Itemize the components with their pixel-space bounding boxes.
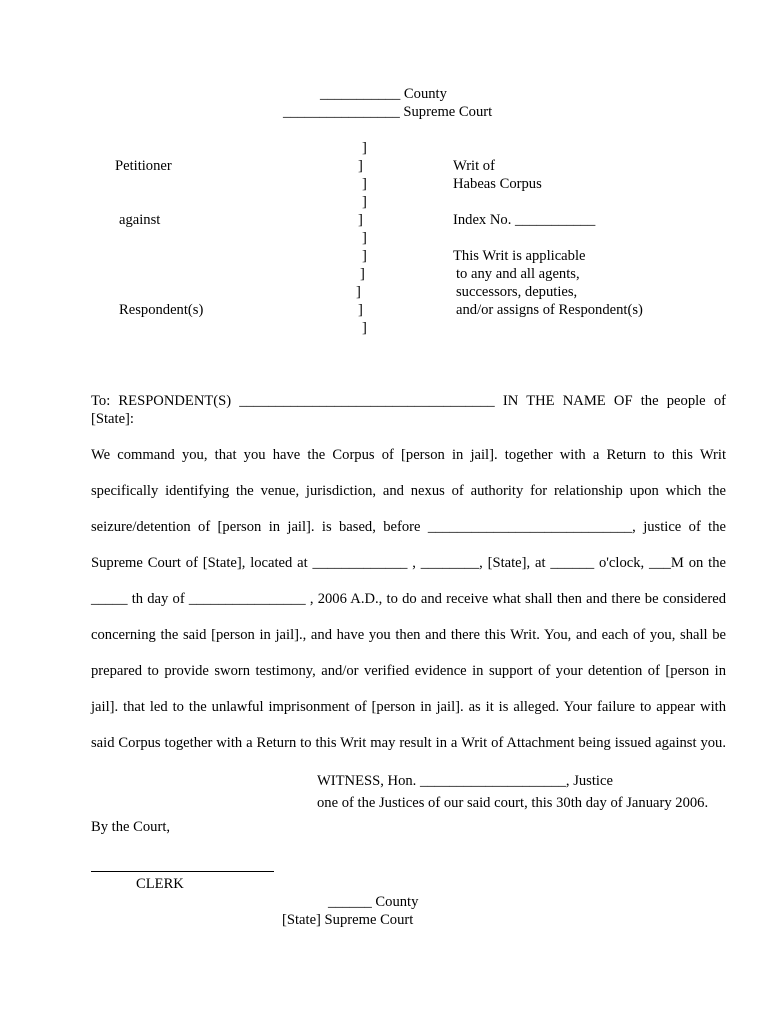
applicability-line: This Writ is applicable xyxy=(453,248,586,264)
caption-bracket: ] xyxy=(362,248,367,264)
caption-bracket: ] xyxy=(362,176,367,192)
caption-bracket: ] xyxy=(362,140,367,156)
command-paragraph-line: _____ th day of ________________ , 2006 A.D., to do and receive what shall then and there be considered xyxy=(91,591,726,607)
petitioner-label: Petitioner xyxy=(115,158,172,174)
against-label: against xyxy=(119,212,161,228)
command-paragraph-line: We command you, that you have the Corpus of [person in jail]. together with a Return to this Writ xyxy=(91,447,726,463)
writ-title-line2: Habeas Corpus xyxy=(453,176,542,192)
command-paragraph-line: concerning the said [person in jail]., and have you then and there this Writ. You, and each of you, shall be xyxy=(91,627,726,643)
caption-bracket: ] xyxy=(362,320,367,336)
command-paragraph-line: specifically identifying the venue, jurisdiction, and nexus of authority for relationship upon which the xyxy=(91,483,726,499)
respondents-label: Respondent(s) xyxy=(119,302,204,318)
caption-bracket: ] xyxy=(362,194,367,210)
to-respondents-line: To: RESPONDENT(S) ___________________________________ IN THE NAME OF the people of xyxy=(91,393,726,409)
witness-line: WITNESS, Hon. ____________________, Justice xyxy=(317,773,613,789)
command-paragraph-line: Supreme Court of [State], located at _____________ , ________, [State], at ______ o'clock, ___M on the xyxy=(91,555,726,571)
applicability-line: successors, deputies, xyxy=(456,284,578,300)
command-paragraph-line: prepared to provide sworn testimony, and/or verified evidence in support of your detention of [person in xyxy=(91,663,726,679)
caption-bracket: ] xyxy=(358,158,363,174)
by-the-court-label: By the Court, xyxy=(91,819,171,835)
command-paragraph-line: jail]. that led to the unlawful imprisonment of [person in jail]. as it is alleged. Your failure to appear with xyxy=(91,699,726,715)
command-paragraph-line: said Corpus together with a Return to this Writ may result in a Writ of Attachment being issued against you. xyxy=(91,735,726,751)
applicability-line: and/or assigns of Respondent(s) xyxy=(456,302,643,318)
applicability-line: to any and all agents, xyxy=(456,266,580,282)
caption-bracket: ] xyxy=(358,302,363,318)
caption-bracket: ] xyxy=(362,230,367,246)
writ-title-line1: Writ of xyxy=(453,158,495,174)
caption-bracket: ] xyxy=(358,212,363,228)
clerk-signature-line xyxy=(91,871,274,872)
clerk-label: CLERK xyxy=(136,876,184,892)
caption-bracket: ] xyxy=(360,266,365,282)
state-line: [State]: xyxy=(91,411,134,427)
command-paragraph-line: seizure/detention of [person in jail]. is based, before ____________________________, justice of the xyxy=(91,519,726,535)
witness-date-line: one of the Justices of our said court, this 30th day of January 2006. xyxy=(317,795,709,811)
caption-bracket: ] xyxy=(356,284,361,300)
header-county-line: ___________ County xyxy=(320,86,447,102)
footer-court-line: [State] Supreme Court xyxy=(282,912,414,928)
footer-county-line: ______ County xyxy=(328,894,419,910)
index-number: Index No. ___________ xyxy=(453,212,596,228)
header-court-line: ________________ Supreme Court xyxy=(283,104,493,120)
